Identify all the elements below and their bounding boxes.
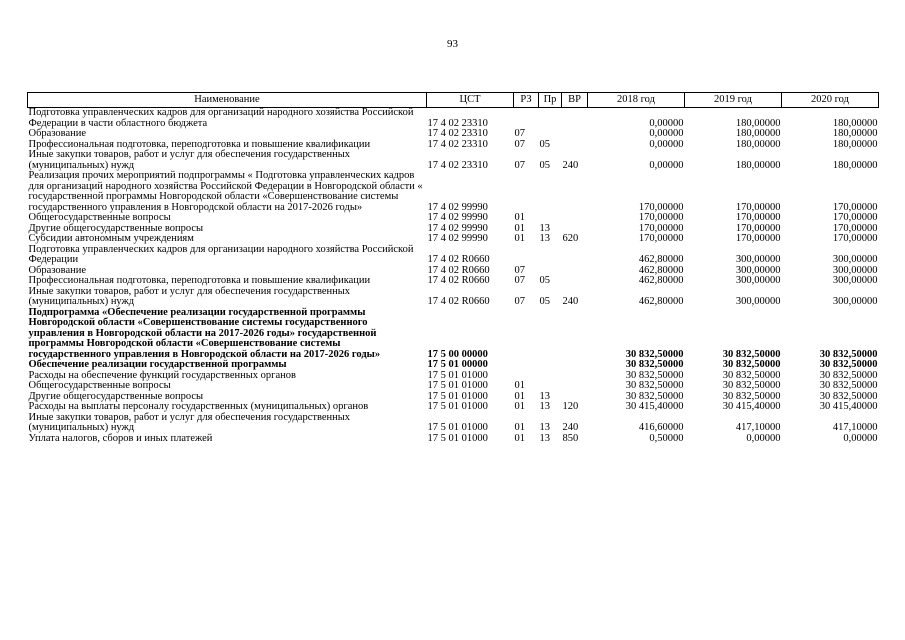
cell-2020: 417,10000 — [832, 422, 878, 433]
cell-pr — [539, 360, 562, 371]
table-row — [28, 213, 879, 224]
cell-name: Профессиональная подготовка, переподготовка и повышение квалификации — [28, 275, 371, 286]
cell-2019: 180,00000 — [735, 128, 781, 139]
column-header-2019: 2019 год — [685, 93, 782, 108]
cell-2020: 30 832,50000 — [819, 390, 878, 402]
cell-pr — [539, 381, 562, 392]
cell-cst: 17 4 02 R0660 — [427, 254, 490, 265]
cell-pr: 05 — [539, 275, 550, 286]
table-header-row — [28, 93, 879, 108]
cell-pr: 05 — [539, 159, 550, 171]
table-row — [28, 276, 879, 287]
cell-2019: 30 832,50000 — [722, 390, 781, 402]
cell-2018: 0,50000 — [649, 432, 684, 444]
cell-rz: 07 — [514, 275, 525, 286]
cell-name: Общегосударственные вопросы — [28, 212, 171, 223]
table-body — [28, 108, 879, 445]
cell-name: Общегосударственные вопросы — [28, 380, 171, 391]
cell-2020: 170,00000 — [832, 212, 878, 223]
cell-2019: 300,00000 — [735, 264, 781, 276]
cell-2019: 170,00000 — [735, 222, 781, 234]
cell-2018: 30 832,50000 — [625, 348, 684, 360]
cell-rz: 07 — [514, 159, 525, 171]
cell-2020: 30 415,40000 — [819, 401, 878, 412]
cell-name: Реализация прочих мероприятий подпрограммы « Подготовка управленческих кадров для организаций народного хозяйства Российской Федерации в Новгородской области « государственной программы Новгородской области «Совершенствование системы государственного управления в Новгородской области на 2017-2026 годы» — [28, 170, 423, 213]
cell-rz: 01 — [514, 380, 525, 391]
table-row — [28, 434, 879, 445]
cell-2020: 180,00000 — [832, 117, 878, 129]
cell-pr — [539, 213, 562, 224]
column-header-2018: 2018 год — [588, 93, 685, 108]
cell-name: Подготовка управленческих кадров для организации народного хозяйства Российской Федерации — [28, 243, 414, 265]
cell-vr — [562, 245, 588, 266]
cell-cst: 17 5 01 01000 — [427, 422, 488, 433]
cell-2019: 30 415,40000 — [722, 401, 781, 412]
cell-2019: 180,00000 — [735, 117, 781, 129]
cell-name: Иные закупки товаров, работ и услуг для обеспечения государственных (муниципальных) нужд — [28, 285, 351, 307]
cell-name: Другие общегосударственные вопросы — [28, 222, 204, 234]
cell-2020: 300,00000 — [832, 296, 878, 307]
table-row — [28, 402, 879, 413]
cell-2018: 416,60000 — [638, 422, 684, 433]
cell-vr — [562, 213, 588, 224]
cell-name: Образование — [28, 128, 87, 139]
cell-rz — [514, 360, 539, 371]
cell-vr — [562, 381, 588, 392]
cell-name: Обеспечение реализации государственной программы — [28, 359, 287, 370]
cell-2019: 300,00000 — [735, 296, 781, 307]
cell-2020: 30 832,50000 — [819, 380, 878, 391]
table-row — [28, 360, 879, 371]
cell-cst: 17 4 02 99990 — [427, 201, 488, 213]
cell-cst: 17 4 02 99990 — [427, 222, 488, 234]
cell-cst: 17 4 02 99990 — [427, 233, 488, 244]
cell-cst: 17 5 01 01000 — [427, 401, 488, 412]
cell-name: Расходы на обеспечение функций государственных органов — [28, 369, 296, 381]
cell-2019: 300,00000 — [735, 254, 781, 265]
cell-name: Подготовка управленческих кадров для организаций народного хозяйства Российской Федерации в части областного бюджета — [28, 107, 414, 129]
table-row — [28, 381, 879, 392]
cell-2020: 170,00000 — [832, 201, 878, 213]
column-header-cst: ЦСТ — [427, 93, 514, 108]
cell-vr: 240 — [562, 422, 579, 433]
cell-2019: 170,00000 — [735, 201, 781, 213]
cell-2019: 0,00000 — [746, 432, 781, 444]
table-row — [28, 171, 879, 213]
cell-pr — [539, 245, 562, 266]
cell-rz: 01 — [514, 233, 525, 244]
cell-cst: 17 4 02 R0660 — [427, 296, 490, 307]
cell-2019: 300,00000 — [735, 275, 781, 286]
cell-2018: 462,80000 — [638, 254, 684, 265]
cell-name: Профессиональная подготовка, переподготовка и повышение квалификации — [28, 138, 371, 150]
column-header-pr: Пр — [539, 93, 562, 108]
cell-vr — [562, 360, 588, 371]
cell-vr — [562, 140, 588, 151]
cell-2019: 30 832,50000 — [722, 380, 781, 391]
cell-cst: 17 4 02 23310 — [427, 138, 488, 150]
cell-pr: 13 — [539, 422, 550, 433]
page-number: 93 — [447, 38, 458, 50]
cell-name: Иные закупки товаров, работ и услуг для обеспечения государственных (муниципальных) нужд — [28, 411, 351, 433]
cell-name: Уплата налогов, сборов и иных платежей — [28, 432, 213, 444]
cell-rz — [514, 171, 539, 213]
table-row — [28, 287, 879, 308]
cell-2018: 0,00000 — [649, 117, 684, 129]
cell-name: Субсидии автономным учреждениям — [28, 233, 194, 244]
cell-cst: 17 4 02 23310 — [427, 159, 488, 171]
cell-cst: 17 4 02 R0660 — [427, 275, 490, 286]
cell-rz: 01 — [514, 390, 525, 402]
cell-cst: 17 5 01 01000 — [427, 390, 488, 402]
cell-cst: 17 4 02 R0660 — [427, 264, 490, 276]
cell-pr: 13 — [539, 233, 550, 244]
cell-2018: 170,00000 — [638, 233, 684, 244]
cell-pr — [539, 129, 562, 140]
cell-rz: 01 — [514, 422, 525, 433]
table-row — [28, 129, 879, 140]
cell-vr: 120 — [562, 401, 579, 412]
cell-rz: 01 — [514, 212, 525, 223]
cell-2018: 30 832,50000 — [625, 380, 684, 391]
cell-vr — [562, 308, 588, 361]
cell-rz — [514, 308, 539, 361]
cell-cst: 17 5 01 01000 — [427, 369, 488, 381]
cell-pr: 13 — [539, 432, 550, 444]
cell-name: Другие общегосударственные вопросы — [28, 390, 204, 402]
cell-2018: 170,00000 — [638, 212, 684, 223]
cell-2019: 180,00000 — [735, 159, 781, 171]
cell-2018: 170,00000 — [638, 222, 684, 234]
cell-2018: 30 832,50000 — [625, 390, 684, 402]
cell-2018: 462,80000 — [638, 275, 684, 286]
cell-2020: 30 832,50000 — [819, 348, 878, 360]
cell-pr — [539, 108, 562, 130]
cell-rz: 01 — [514, 222, 525, 234]
cell-vr — [562, 371, 588, 382]
cell-2018: 0,00000 — [649, 159, 684, 171]
cell-2020: 300,00000 — [832, 275, 878, 286]
cell-rz — [514, 245, 539, 266]
cell-pr — [539, 171, 562, 213]
column-header-rz: РЗ — [514, 93, 539, 108]
cell-2020: 300,00000 — [832, 264, 878, 276]
cell-2018: 30 415,40000 — [625, 401, 684, 412]
cell-rz: 07 — [514, 128, 525, 139]
cell-vr — [562, 266, 588, 277]
cell-name: Подпрограмма «Обеспечение реализации государственной программы Новгородской области «Совершенствование системы государственного управления в Новгородской области на 2017-2026 годы» государственной программы Новгородской области «Совершенствование системы государственного управления в Новгородской области на 2017-2026 годы» — [28, 306, 381, 360]
column-header-name: Наименование — [28, 93, 427, 108]
cell-pr: 13 — [539, 222, 550, 234]
table-row — [28, 234, 879, 245]
cell-vr — [562, 171, 588, 213]
cell-2020: 180,00000 — [832, 159, 878, 171]
cell-pr: 05 — [539, 296, 550, 307]
cell-2018: 30 832,50000 — [625, 369, 684, 381]
budget-table — [27, 92, 879, 444]
cell-rz: 07 — [514, 138, 525, 150]
cell-2019: 30 832,50000 — [722, 369, 781, 381]
cell-vr — [562, 276, 588, 287]
cell-rz — [514, 108, 539, 130]
table-row — [28, 413, 879, 434]
cell-cst: 17 5 01 01000 — [427, 380, 488, 391]
cell-pr — [539, 371, 562, 382]
cell-rz: 07 — [514, 264, 525, 276]
cell-cst: 17 5 00 00000 — [427, 348, 488, 360]
cell-pr: 13 — [539, 390, 550, 402]
table-row — [28, 108, 879, 130]
cell-2018: 0,00000 — [649, 138, 684, 150]
cell-2020: 300,00000 — [832, 254, 878, 265]
cell-vr — [562, 129, 588, 140]
cell-cst: 17 4 02 23310 — [427, 128, 488, 139]
cell-2020: 170,00000 — [832, 233, 878, 244]
table-row — [28, 245, 879, 266]
cell-cst: 17 4 02 99990 — [427, 212, 488, 223]
column-header-vr: ВР — [562, 93, 588, 108]
cell-rz: 01 — [514, 401, 525, 412]
cell-2019: 417,10000 — [735, 422, 781, 433]
cell-name: Иные закупки товаров, работ и услуг для обеспечения государственных (муниципальных) нужд — [28, 149, 351, 171]
cell-2020: 180,00000 — [832, 138, 878, 150]
cell-name: Расходы на выплаты персоналу государственных (муниципальных) органов — [28, 401, 369, 412]
cell-2020: 180,00000 — [832, 128, 878, 139]
cell-2020: 30 832,50000 — [819, 359, 878, 370]
cell-vr: 620 — [562, 233, 579, 244]
cell-2018: 462,80000 — [638, 264, 684, 276]
table-row — [28, 150, 879, 171]
cell-2018: 170,00000 — [638, 201, 684, 213]
cell-name: Образование — [28, 264, 87, 276]
cell-pr: 13 — [539, 401, 550, 412]
cell-vr: 240 — [562, 296, 579, 307]
cell-2019: 170,00000 — [735, 212, 781, 223]
cell-vr — [562, 108, 588, 130]
cell-2020: 30 832,50000 — [819, 369, 878, 381]
cell-2020: 170,00000 — [832, 222, 878, 234]
cell-2019: 180,00000 — [735, 138, 781, 150]
cell-cst: 17 5 01 01000 — [427, 432, 488, 444]
cell-vr: 850 — [562, 432, 579, 444]
cell-2018: 0,00000 — [649, 128, 684, 139]
table-row — [28, 308, 879, 361]
cell-2020: 0,00000 — [843, 432, 878, 444]
cell-pr — [539, 308, 562, 361]
cell-rz: 07 — [514, 296, 525, 307]
cell-2019: 30 832,50000 — [722, 348, 781, 360]
column-header-2020: 2020 год — [782, 93, 879, 108]
cell-vr: 240 — [562, 159, 579, 171]
cell-cst: 17 4 02 23310 — [427, 117, 488, 129]
cell-rz: 01 — [514, 432, 525, 444]
cell-2019: 170,00000 — [735, 233, 781, 244]
cell-2018: 462,80000 — [638, 296, 684, 307]
cell-pr: 05 — [539, 138, 550, 150]
cell-cst: 17 5 01 00000 — [427, 359, 488, 370]
cell-2019: 30 832,50000 — [722, 359, 781, 370]
cell-2018: 30 832,50000 — [625, 359, 684, 370]
